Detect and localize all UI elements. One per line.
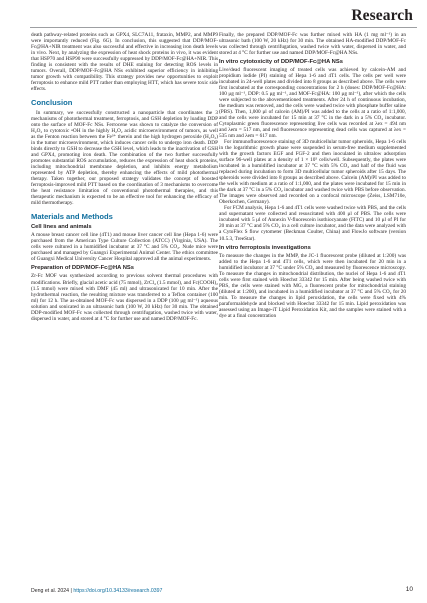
footer-separator: |	[69, 588, 74, 594]
subsection-heading-ferroptosis: In vitro ferroptosis investigations	[219, 244, 311, 251]
paragraph: In summary, we successfully constructed a nanoparticle that coordinates the 3 mechanisms of photothermal treatment, ferroptosis, and GSH depletion by loading DDP onto the surface of MOF-Fc NSs. Ferrocene was shown to catalyze the conversion of H₂O₂ to cytotoxic •OH in the highly H₂O₂ acidic microenvironment of tumors, as well as the Fenton reaction between the Fe³⁺ therein and the high hydrogen peroxide (H₂O₂) in the tumor microenvironment, which induces cancer cells to undergo iron death. DDP binds directly to GSH to decrease the GSH level, which leads to the inactivation of GSH and GPX4, promoting iron death. The combination of the two further successfully promotes substantial ROS accumulation, reduces the expression of heat shock proteins, including mitochondrial membrane depletion, and inhibits energy metabolism represented by ATP depletion, thereby enhancing the effects of mild photothermal therapy. Taken together, our proposed strategy validates the concept of boosted ferroptosis-improved mild PTT based on the coordination of 3 mechanisms to overcome the heat resistance limitation of conventional photothermal therapies, and this therapeutic mechanism is expected to be an effective tool for enhancing the efficacy of mild thermotherapy.	[31, 110, 218, 207]
journal-title: Research	[351, 7, 413, 24]
page-number: 10	[405, 586, 413, 593]
footer-authors: Deng et al. 2024	[31, 588, 70, 594]
subsection-heading-preparation: Preparation of DDP/MOF-Fc@HA NSs	[31, 265, 135, 272]
section-heading-conclusion: Conclusion	[31, 98, 73, 108]
subsection-heading-cytotoxicity: In vitro cytotoxicity of DDP/MOF-Fc@HA NSs	[219, 59, 343, 66]
paragraph: Live/dead fluorescent imaging of treated cells was achieved by calcein-AM and propidium iodide (PI) staining of Hepa 1-6 and 4T1 cells. The cells per well were incubated in 24-well plates and divided into 8 groups as described above. The cells were first incubated at the corresponding concentrations for 2 h (doses: DDP/MOF-Fc@HA: 100 μg ml⁻¹, DDP: 0.5 μg ml⁻¹, and MOF-Fc@HA: 100 μg ml⁻¹), after which the cells were subjected to the abovementioned treatments. After 24 h of continuous incubation, the medium was removed, and the cells were washed twice with phosphate buffer saline (PBS). Then, 1,000 μl of calcein (AM)/PI was added to the cells at a ratio of 1:1,000, and the cells were incubated for 15 min at 37 °C in the dark in a 5% CO₂ incubator. Cytoplasmic green fluorescence representing live cells was recorded at λex = 494 nm and λem = 517 nm, and red fluorescence representing dead cells was captured at λex = 535 nm and λem = 617 nm.	[219, 67, 406, 140]
section-heading-methods: Materials and Methods	[31, 212, 113, 222]
paragraph: For FCM analysis, Hepa 1-6 and 4T1 cells were washed twice with PBS, and the cells and supernatant were collected and resuscitated with 400 μl of PBS. The cells were incubated with 5 μl of Annexin V-fluorescein isothiocyanate (FITC) and 10 μl of PI for 20 min at 37 °C and 5% CO₂ in a cell culture incubator, and the data were analyzed with a CytoFlex S flow cytometer (Beckman Coulter, China) and FlowJo software (version 10.5.3, TreeStar).	[219, 205, 406, 242]
paragraph: A mouse breast cancer cell line (4T1) and mouse liver cancer cell line (Hepa 1-6) were purchased from the American Type Culture Collection (ATCC) (Virginia, USA). The cells were cultured in a humidified incubator at 37 °C and 5% CO₂. Nude mice were purchased and managed by Guangxi Experimental Animal Center. The ethics committee of Guangxi Medical University Cancer Hospital approved all the animal experiments.	[31, 232, 218, 263]
paragraph: To measure the changes in the MMP, the JC-1 fluorescent probe (diluted at 1:200) was added to the Hepa 1-6 and 4T1 cells, which were then incubated for 20 min in a humidified incubator at 37 °C under 5% CO₂ and measured by fluorescence microscopy. To measure the changes in mitochondrial distribution, the nuclei of Hepa 1-6 and 4T1 cells were first stained with Hoechst 33342 for 15 min. After being washed twice with PBS, the cells were stained with MG, a fluorescent probe for mitochondrial staining (diluted at 1:200), and incubated in a humidified incubator at 37 °C and 5% CO₂ for 20 min. To measure the changes in lipid peroxidation, the cells were fixed with 4% paraformaldehyde and blocked with Hoechst 33342 for 15 min. Lipid peroxidation was assessed using an Image-iT Lipid Peroxidation Kit, and the samples were stained with a dye at a final concentration	[219, 252, 406, 319]
page-footer	[31, 588, 162, 594]
subsection-heading-cell-lines: Cell lines and animals	[31, 224, 92, 231]
paragraph: death pathway-related proteins such as GPX4, SLC7A11, frataxin, MMP2, and MMP9 were importantly reduced (Fig. 6G). In conclusion, this suggested that DDP/MOF-Fc@HA+NIR treatment was also successful and effective in increasing iron death levels in vivo. Next, by analyzing the expression of heat shock proteins in vivo, it was evident that HSP70 and HSP90 were successfully suppressed by DDP/MOF-Fc@HA+NIR. This finding is consistent with the results of DHE staining for detecting ROS levels in tumors. Overall, DDP/MOF-Fc@HA NSs exhibited superior efficiency in inhibiting tumor growth with compatibility. This strategy provides new opportunities to exploit ferroptosis to enhance mild PTT rather than employing HTT, which has severe toxic side effects.	[31, 32, 218, 93]
doi-link[interactable]: https://doi.org/10.34133/research.0397	[73, 588, 163, 594]
paragraph: Finally, the prepared DDP/MOF-Fc was further mixed with HA (1 mg ml⁻¹) in an ultrasonic bath (100 W, 20 kHz) for 30 min. The obtained HA-modified DDP/MOF-Fc was collected through centrifugation, washed twice with water, dispersed in water, and stored at 4 °C for further use and named DDP/MOF-Fc@HA NSs.	[219, 32, 406, 57]
paragraph: Zr-Fc MOF was synthesized according to previous solvent thermal procedures with modifications. Briefly, glacial acetic acid (75 mmol), ZrCl₄ (1.5 mmol), and Fc(COOH)₂ (1.5 mmol) were mixed with DMF (45 ml) and ultrasonicated for 10 min. After the hydrothermal reaction, the resulting mixture was transferred to a Teflon container (100 ml) for 12 h. The as-obtained MOF-Fc was dispersed in a DDP (100 μg ml⁻¹) aqueous solution and sonicated in an ultrasonic bath (100 W, 20 kHz) for 30 min. The obtained DDP-modified MOF-Fc was collected through centrifugation, washed twice with water, dispersed in water, and stored at 4 °C for further use and named DDP/MOF-Fc.	[31, 273, 218, 322]
page-header	[0, 0, 427, 28]
paragraph: For immunofluorescence staining of 3D multicellular tumor spheroids, Hepa 1-6 cells in the logarithmic growth phase were suspended in serum-free medium supplemented with the growth factors EGF and FGF-2 and then inoculated in ultralow adsorption surface 96-well plates at a density of 1 × 10⁵ cells/well. Subsequently, the plates were incubated in a humidified incubator at 37 °C with 5% CO₂ and half of the fluid was replaced during incubation to form 3D multicellular tumor spheroids after 15 days. The spheroids were divided into 8 groups as described above. Calcein (AM)/PI was added to the wells with medium at a ratio of 1:1,000, and the plates were incubated for 15 min in the dark at 37 °C in a 5% CO₂ incubator and washed twice with PBS before observation. The images were observed and recorded on a confocal microscope (Zeiss, LSM710e, Oberkochen, Germany).	[219, 139, 406, 206]
right-column	[219, 32, 406, 319]
header-rule	[30, 27, 417, 28]
left-column	[31, 32, 218, 322]
